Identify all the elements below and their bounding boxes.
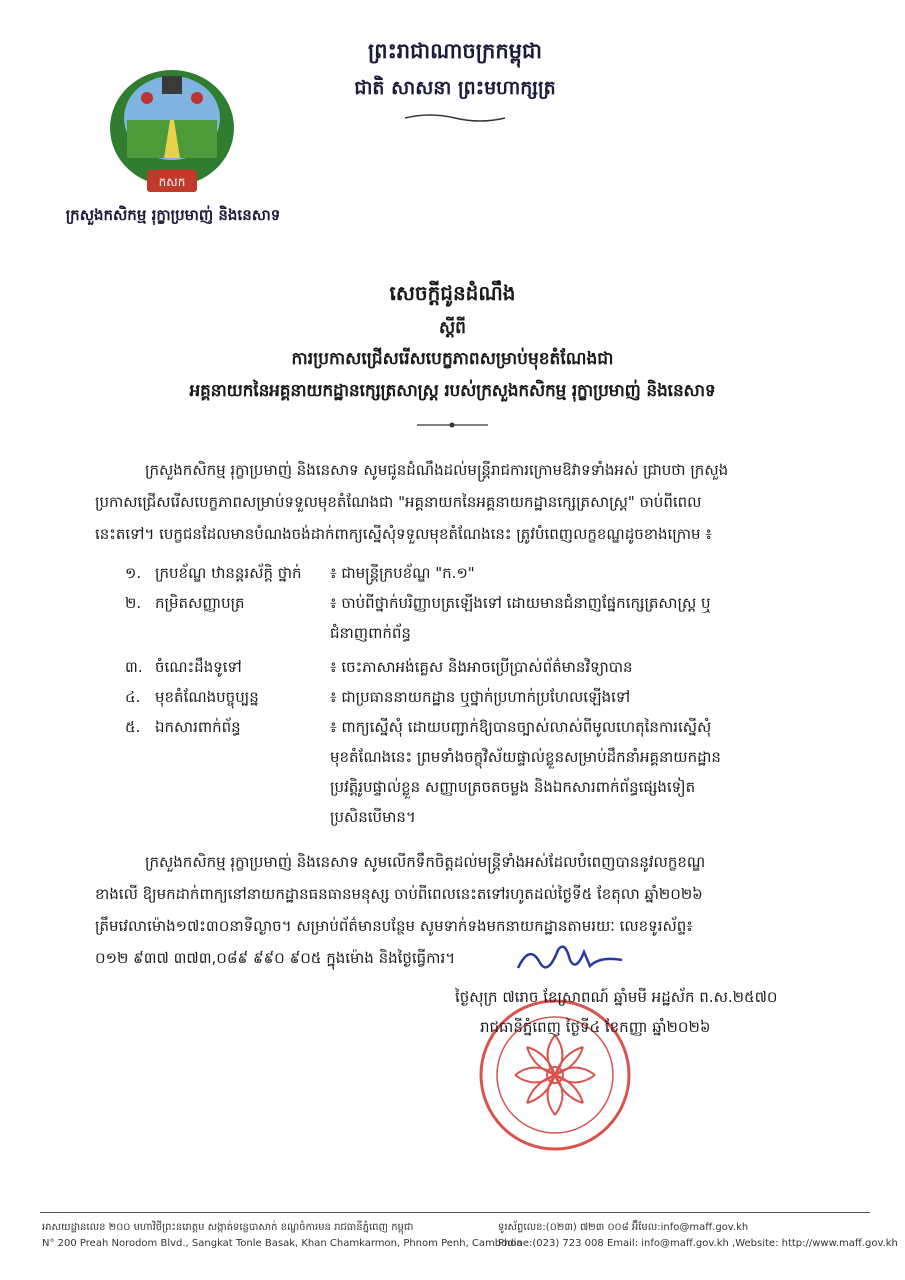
paragraph-line: ០១២ ៩៣៧ ៣៧៣,០៨៩ ៩៩០ ៩០៥ ក្នុងម៉ោង និងថ្ងៃធ្វើការ។ xyxy=(95,949,456,967)
requirement-value xyxy=(330,682,845,712)
requirement-value-line: ប្រសិនបើមាន។ xyxy=(330,808,416,826)
notice-subject-line-2: អគ្គនាយកនៃអគ្គនាយកដ្ឋានក្សេត្រសាស្ត្រ របស់ក្រសួងកសិកម្ម រុក្ខាប្រមាញ់ និងនេសាទ xyxy=(189,381,716,401)
paragraph-line: ប្រកាសជ្រើសរើសបេក្ខភាពសម្រាប់ទទួលមុខតំណែងជា "អគ្គនាយកនៃអគ្គនាយកដ្ឋានក្សេត្រសាស្ត្រ" ចាប់ពីពេល xyxy=(95,493,702,511)
signature xyxy=(510,938,630,978)
kingdom-heading: ព្រះរាជាណាចក្រកម្ពុជា xyxy=(367,38,542,63)
requirement-value-line: ៖ ជាប្រធាននាយកដ្ឋាន ឬថ្នាក់ប្រហាក់ប្រហែលឡើងទៅ xyxy=(330,688,631,706)
requirement-value-line: ជំនាញពាក់ព័ន្ធ xyxy=(330,624,411,642)
requirement-number: ៣. xyxy=(125,658,143,676)
footer-contact-kh: ទូរស័ព្ទលេខ:(០២៣) ៧២៣ ០០៨ អ៊ីមែល:info@maff.gov.kh xyxy=(498,1222,749,1233)
requirement-label: ក្របខ័ណ្ឌ ឋានន្តរស័ក្តិ ថ្នាក់ xyxy=(155,564,302,582)
paragraph-line: ក្រសួងកសិកម្ម រុក្ខាប្រមាញ់ និងនេសាទ សូមជូនដំណឹងដល់មន្ត្រីរាជការក្រោមឱវាទទាំងអស់ ជ្រាបថា ក្រសួង xyxy=(145,461,729,479)
requirement-number: ២. xyxy=(125,594,142,612)
requirement-label: មុខតំណែងបច្ចុប្បន្ន xyxy=(155,688,259,706)
footer-address-en: N° 200 Preah Norodom Blvd., Sangkat Tonle Basak, Khan Chamkarmon, Phnom Penh, Cambodia xyxy=(42,1238,523,1249)
requirement-value xyxy=(330,588,845,648)
paragraph-line: នេះតទៅ។ បេក្ខជនដែលមានបំណងចង់ដាក់ពាក្យស្នើសុំទទួលមុខតំណែងនេះ ត្រូវបំពេញលក្ខខណ្ឌដូចខាងក្រោម ៖ xyxy=(95,525,712,543)
ornament-divider xyxy=(415,420,490,430)
svg-text:កសក: កសក xyxy=(158,175,186,189)
requirement-number: ៤. xyxy=(125,688,141,706)
paragraph-line: ត្រឹមវេលាម៉ោង១៧ះ៣០នាទីល្ងាច។ សម្រាប់ព័ត៌មានបន្ថែម សូមទាក់ទងមកនាយកដ្ឋានតាមរយៈ លេខទូរស័ព្ទ៖ xyxy=(95,917,693,935)
requirement-value xyxy=(330,652,845,682)
requirement-label: ឯកសារពាក់ព័ន្ធ xyxy=(155,718,241,736)
requirement-number: ១. xyxy=(125,564,142,582)
requirement-label: កម្រិតសញ្ញាបត្រ xyxy=(155,594,245,612)
closing-paragraph xyxy=(95,846,835,974)
notice-subject-line-1: ការប្រកាសជ្រើសរើសបេក្ខភាពសម្រាប់មុខតំណែងជា xyxy=(291,349,614,369)
requirement-value xyxy=(330,712,845,832)
ministry-logo xyxy=(92,58,252,208)
notice-subject-label: ស្តីពី xyxy=(439,318,466,338)
ornament-divider xyxy=(400,112,510,124)
motto-heading: ជាតិ សាសនា ព្រះមហាក្សត្រ xyxy=(354,77,556,99)
requirement-item xyxy=(105,652,845,682)
requirement-value-line: ប្រវត្តិរូបផ្ទាល់ខ្លួន សញ្ញាបត្រចតចម្លង និងឯកសារពាក់ព័ន្ធផ្សេងទៀត xyxy=(330,778,696,796)
intro-paragraph xyxy=(95,454,835,550)
requirement-value-line: ៖ ពាក្យស្នើសុំ ដោយបញ្ជាក់ឱ្យបានច្បាស់លាស់ពីមូលហេតុនៃការស្នើសុំ xyxy=(330,718,712,736)
requirement-value-line: ៖ ចាប់ពីថ្នាក់បរិញ្ញាបត្រឡើងទៅ ដោយមានជំនាញផ្នែកក្សេត្រសាស្ត្រ ឬ xyxy=(330,594,711,612)
paragraph-line: ខាងលើ ឱ្យមកដាក់ពាក្យនៅនាយកដ្ឋានធនធានមនុស្ស ចាប់ពីពេលនេះតទៅរហូតដល់ថ្ងៃទី៥ ខែតុលា ឆ្នាំ២០២៦ xyxy=(95,885,703,903)
requirement-value-line: មុខតំណែងនេះ ព្រមទាំងចក្ខុវិស័យផ្ទាល់ខ្លួនសម្រាប់ដឹកនាំអគ្គនាយកដ្ឋាន xyxy=(330,748,721,766)
footer-address-kh: អាសយដ្ឋានលេខ ២០០ មហាវិថីព្រះនរោត្តម សង្កាត់ទន្លេបាសាក់ ខណ្ឌចំការមន រាជធានីភ្នំពេញ កម្ពុជា xyxy=(42,1222,414,1233)
ministry-name: ក្រសួងកសិកម្ម រុក្ខាប្រមាញ់ និងនេសាទ xyxy=(65,206,281,224)
requirement-number: ៥. xyxy=(125,718,141,736)
footer-contact-en: Phone:(023) 723 008 Email: info@maff.gov.kh ,Website: http://www.maff.gov.kh xyxy=(498,1238,898,1249)
requirement-item xyxy=(105,588,845,648)
solar-date: រាជធានីភ្នំពេញ ថ្ងៃទី៤ ខែកញ្ញា ឆ្នាំ២០២៦ xyxy=(480,1018,711,1036)
paragraph-line: ក្រសួងកសិកម្ម រុក្ខាប្រមាញ់ និងនេសាទ សូមលើកទឹកចិត្តដល់មន្ត្រីទាំងអស់ដែលបំពេញបាននូវលក្ខខណ្ឌ xyxy=(145,853,706,871)
requirement-item xyxy=(105,712,845,832)
requirement-value-line: ៖ ជាមន្ត្រីក្របខ័ណ្ឌ "ក.១" xyxy=(330,564,475,582)
lunar-date: ថ្ងៃសុក្រ ៧រោច ខែស្រាពណ៍ ឆ្នាំមមី អដ្ឋស័ក ព.ស.២៥៧០ xyxy=(455,988,778,1006)
requirement-item xyxy=(105,682,845,712)
requirement-item xyxy=(105,558,845,588)
requirement-value-line: ៖ ចេះភាសាអង់គ្លេស និងអាចប្រើប្រាស់ព័ត៌មានវិទ្យាបាន xyxy=(330,658,633,676)
requirement-label: ចំណេះដឹងទូទៅ xyxy=(155,658,242,676)
requirement-value xyxy=(330,558,845,588)
notice-title: សេចក្តីជូនដំណឹង xyxy=(389,281,516,305)
footer-divider xyxy=(40,1212,870,1213)
